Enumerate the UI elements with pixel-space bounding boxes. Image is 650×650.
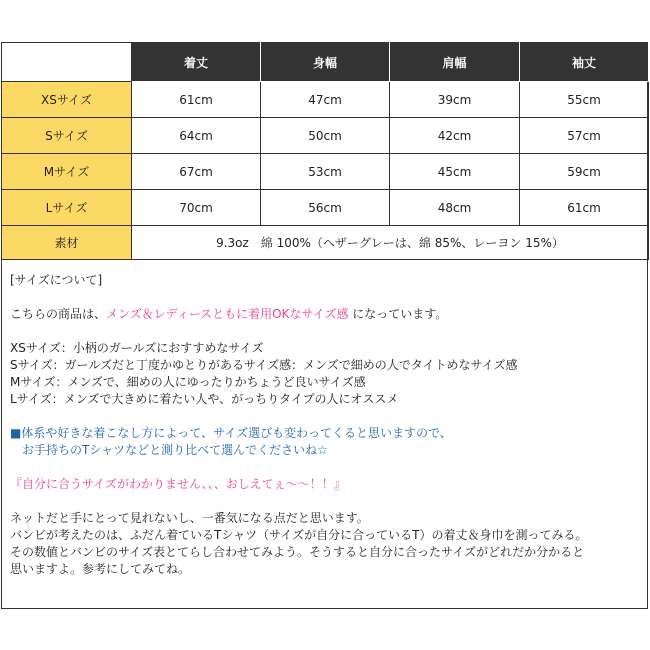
faq-answer-line: 思いますよ。参考にしてみてね。: [10, 562, 191, 576]
size-line-s: Sサイズ：ガールズだと丁度かゆとりがあるサイズ感：メンズで細めの人でタイトめなサイズ感: [10, 358, 518, 372]
size-label-m: Mサイズ: [2, 154, 132, 190]
material-value: 9.3oz 綿 100%（ヘザーグレーは、綿 85%、レーヨン 15%）: [132, 226, 649, 260]
table-cell: 48cm: [390, 190, 520, 226]
notes-heading: [サイズについて]: [10, 273, 103, 287]
faq-answer-line: バンビが考えたのは、ふだん着ているTシャツ（サイズが自分に合っているT）の着丈＆身巾を測ってみる。: [10, 528, 588, 542]
header-sleeve: 袖丈: [520, 43, 649, 82]
header-corner-cell: [2, 43, 132, 82]
table-cell: 67cm: [132, 154, 261, 190]
table-cell: 55cm: [520, 82, 649, 118]
size-notes: [10, 272, 642, 578]
header-shoulder: 肩幅: [390, 43, 520, 82]
tip-line-1: ■体系や好きな着こなし方によって、サイズ選びも変わってくると思いますので、: [10, 426, 452, 440]
table-cell: 47cm: [261, 82, 390, 118]
size-label-l: Lサイズ: [2, 190, 132, 226]
table-row: [2, 190, 649, 226]
size-label-s: Sサイズ: [2, 118, 132, 154]
intro-highlight: メンズ＆レディースともに着用OKなサイズ感: [106, 307, 349, 321]
table-row: [2, 154, 649, 190]
header-length: 着丈: [132, 43, 261, 82]
faq-answer-line: ネットだと手にとって見れないし、一番気になる点だと思います。: [10, 511, 369, 525]
table-cell: 59cm: [520, 154, 649, 190]
faq-question: 『自分に合うサイズがわかりません、、、おしえてぇ～～！！』: [10, 477, 346, 491]
size-label-xs: XSサイズ: [2, 82, 132, 118]
tip-line-2: お手持ちのTシャツなどと測り比べて選んでくださいね☆: [10, 443, 328, 457]
table-cell: 53cm: [261, 154, 390, 190]
table-cell: 64cm: [132, 118, 261, 154]
size-table: [1, 42, 649, 260]
table-cell: 42cm: [390, 118, 520, 154]
table-row: [2, 82, 649, 118]
table-cell: 70cm: [132, 190, 261, 226]
size-line-m: Mサイズ：メンズで、細めの人にゆったりかちょうど良いサイズ感: [10, 375, 366, 389]
table-cell: 45cm: [390, 154, 520, 190]
size-line-l: Lサイズ：メンズで大きめに着たい人や、がっちりタイプの人にオススメ: [10, 392, 399, 406]
table-cell: 39cm: [390, 82, 520, 118]
table-cell: 57cm: [520, 118, 649, 154]
faq-answer-line: その数値とバンビのサイズ表とてらし合わせてみよう。そうすると自分に合ったサイズがどれだか分かると: [10, 545, 585, 559]
material-label: 素材: [2, 226, 132, 260]
header-width: 身幅: [261, 43, 390, 82]
table-cell: 56cm: [261, 190, 390, 226]
notes-intro: こちらの商品は、メンズ＆レディースともに着用OKなサイズ感 になっています。: [10, 307, 448, 321]
table-row: [2, 118, 649, 154]
table-cell: 61cm: [132, 82, 261, 118]
table-cell: 61cm: [520, 190, 649, 226]
size-line-xs: XSサイズ：小柄のガールズにおすすめなサイズ: [10, 341, 264, 355]
table-cell: 50cm: [261, 118, 390, 154]
material-row: [2, 226, 649, 260]
table-header-row: [2, 43, 649, 82]
